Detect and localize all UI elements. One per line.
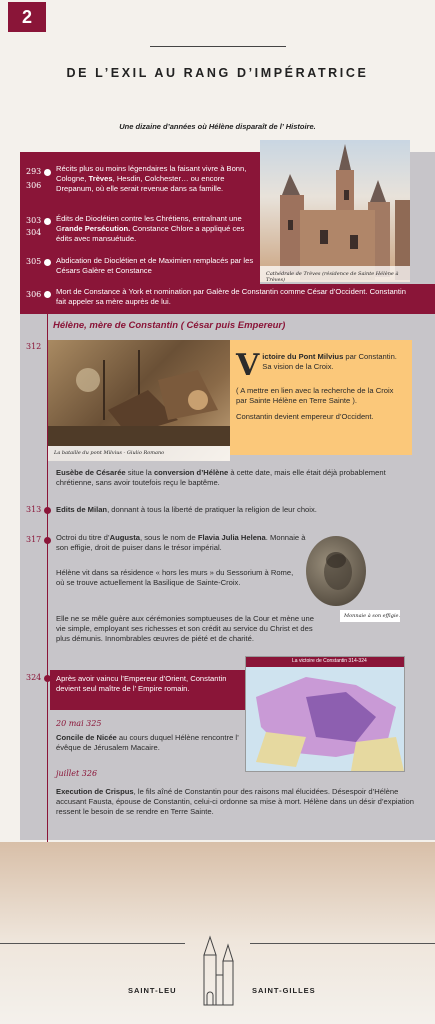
title-rule bbox=[150, 46, 286, 47]
date-326: juillet 326 bbox=[56, 769, 98, 778]
charity-text: Elle ne se mêle guère aux cérémonies somptueuses de la Cour et mène une vie simple, employant ses richesses et son crédit au service du Christ et des plus démunis. Innombrables œuvres de piété et de charité. bbox=[56, 614, 314, 644]
cathedral-photo bbox=[260, 140, 410, 282]
section-heading: Hélène, mère de Constantin ( César puis Empereur) bbox=[53, 320, 286, 331]
event-306-text: Mort de Constance à York et nomination par Galère de Constantin comme César d’Occident. Constantin fait appeler sa mère auprès de lui. bbox=[56, 287, 406, 307]
event-305-text: Abdication de Dioclétien et de Maximien remplacés par les Césars Galère et Constance bbox=[56, 256, 254, 276]
chapter-badge bbox=[8, 2, 46, 32]
timeline-dot bbox=[44, 675, 51, 682]
timeline-dot bbox=[44, 259, 51, 266]
event-317-text: Octroi du titre d’Augusta, sous le nom de Flavia Julia Helena. Monnaie à son effigie, droit de puiser dans le trésor impérial. bbox=[56, 533, 306, 553]
milvius-text: par Constantin. Sa vision de la Croix. bbox=[262, 352, 397, 372]
footer-rule-right bbox=[250, 943, 435, 944]
year-304: 304 bbox=[26, 228, 42, 237]
date-325: 20 mai 325 bbox=[56, 719, 102, 728]
year-324: 324 bbox=[26, 673, 42, 682]
milvius-title: ictoire du Pont Milvius bbox=[262, 352, 344, 361]
coin-caption: Monnaie à son effigie. bbox=[344, 613, 401, 619]
battle-painting bbox=[48, 340, 230, 461]
battle-illustration bbox=[48, 340, 230, 446]
coin-image bbox=[306, 536, 366, 606]
footer-saint-leu: SAINT-LEU bbox=[128, 986, 177, 995]
map-illustration bbox=[246, 657, 404, 771]
year-312: 312 bbox=[26, 342, 42, 351]
year-306a: 306 bbox=[26, 181, 42, 190]
year-305: 305 bbox=[26, 257, 42, 266]
cathedral-illustration bbox=[260, 140, 410, 282]
empire-map bbox=[245, 656, 405, 772]
event-324-text: Après avoir vaincu l’Empereur d’Orient, Constantin devient seul maître de l’ Empire romain. bbox=[56, 674, 227, 694]
event-326-text: Execution de Crispus, le fils aîné de Constantin pour des raisons mal élucidées. Désespoir d’Hélène accusant Fausta, épouse de Constantin, celui-ci ordonne sa mise à mort. Hélène dans un désir d’expiation ressent le besoin de se rendre en Terre Sainte. bbox=[56, 787, 414, 817]
church-logo-icon bbox=[196, 935, 240, 1007]
milvius-note: ( A mettre en lien avec la recherche de la Croix par Sainte Hélène en Terre Sainte ). bbox=[236, 386, 394, 406]
year-317: 317 bbox=[26, 535, 42, 544]
sessorium-text: Hélène vit dans sa résidence « hors les murs » du Sessorium à Rome, où se trouve actuellement la Basilique de Sainte-Croix. bbox=[56, 568, 294, 588]
dropcap: V bbox=[236, 348, 260, 383]
timeline-dot bbox=[44, 507, 51, 514]
footer-rule-left bbox=[0, 943, 185, 944]
event-293-text: Récits plus ou moins légendaires la faisant vivre à Bonn, Cologne, Trèves, Hesdin, Colchester… ou encore Drepanum, où elle serait revenue dans sa famille. bbox=[56, 164, 247, 194]
cathedral-caption: Cathédrale de Trèves (résidence de Sainte Hélène à Trèves) bbox=[266, 271, 399, 282]
chapter-number: 2 bbox=[21, 6, 32, 27]
timeline-dot bbox=[44, 218, 51, 225]
year-303: 303 bbox=[26, 216, 42, 225]
battle-caption: La bataille du pont Milvius - Giulio Romano bbox=[54, 450, 165, 456]
milvius-result: Constantin devient empereur d’Occident. bbox=[236, 412, 374, 422]
event-325-text: Concile de Nicée au cours duquel Hélène rencontre l’ évêque de Jérusalem Macaire. bbox=[56, 733, 239, 753]
year-313: 313 bbox=[26, 505, 42, 514]
milvius-box bbox=[230, 340, 412, 455]
footer-saint-gilles: SAINT-GILLES bbox=[252, 986, 316, 995]
map-title: La victoire de Constantin 314-324 bbox=[292, 658, 367, 664]
timeline-dot bbox=[44, 291, 51, 298]
year-293: 293 bbox=[26, 167, 42, 176]
coin-portrait bbox=[306, 536, 366, 606]
timeline-dot bbox=[44, 169, 51, 176]
year-306: 306 bbox=[26, 290, 42, 299]
page-subtitle: Une dizaine d’années où Hélène disparaît de l’ Histoire. bbox=[119, 122, 316, 131]
eusebe-text: Eusèbe de Césarée situe la conversion d’Hélène à cette date, mais elle était déjà probablement chrétienne, sans avoir toutefois reçu le baptême. bbox=[56, 468, 386, 488]
event-303-text: Édits de Dioclétien contre les Chrétiens, entraînant une Grande Persécution. Constance Chlore a appliqué ces édits avec mansuétude. bbox=[56, 214, 245, 244]
timeline-dot bbox=[44, 537, 51, 544]
page-title: DE L’EXIL AU RANG D’IMPÉRATRICE bbox=[66, 66, 369, 80]
event-313-text: Edits de Milan, donnant à tous la liberté de pratiquer la religion de leur choix. bbox=[56, 505, 317, 514]
